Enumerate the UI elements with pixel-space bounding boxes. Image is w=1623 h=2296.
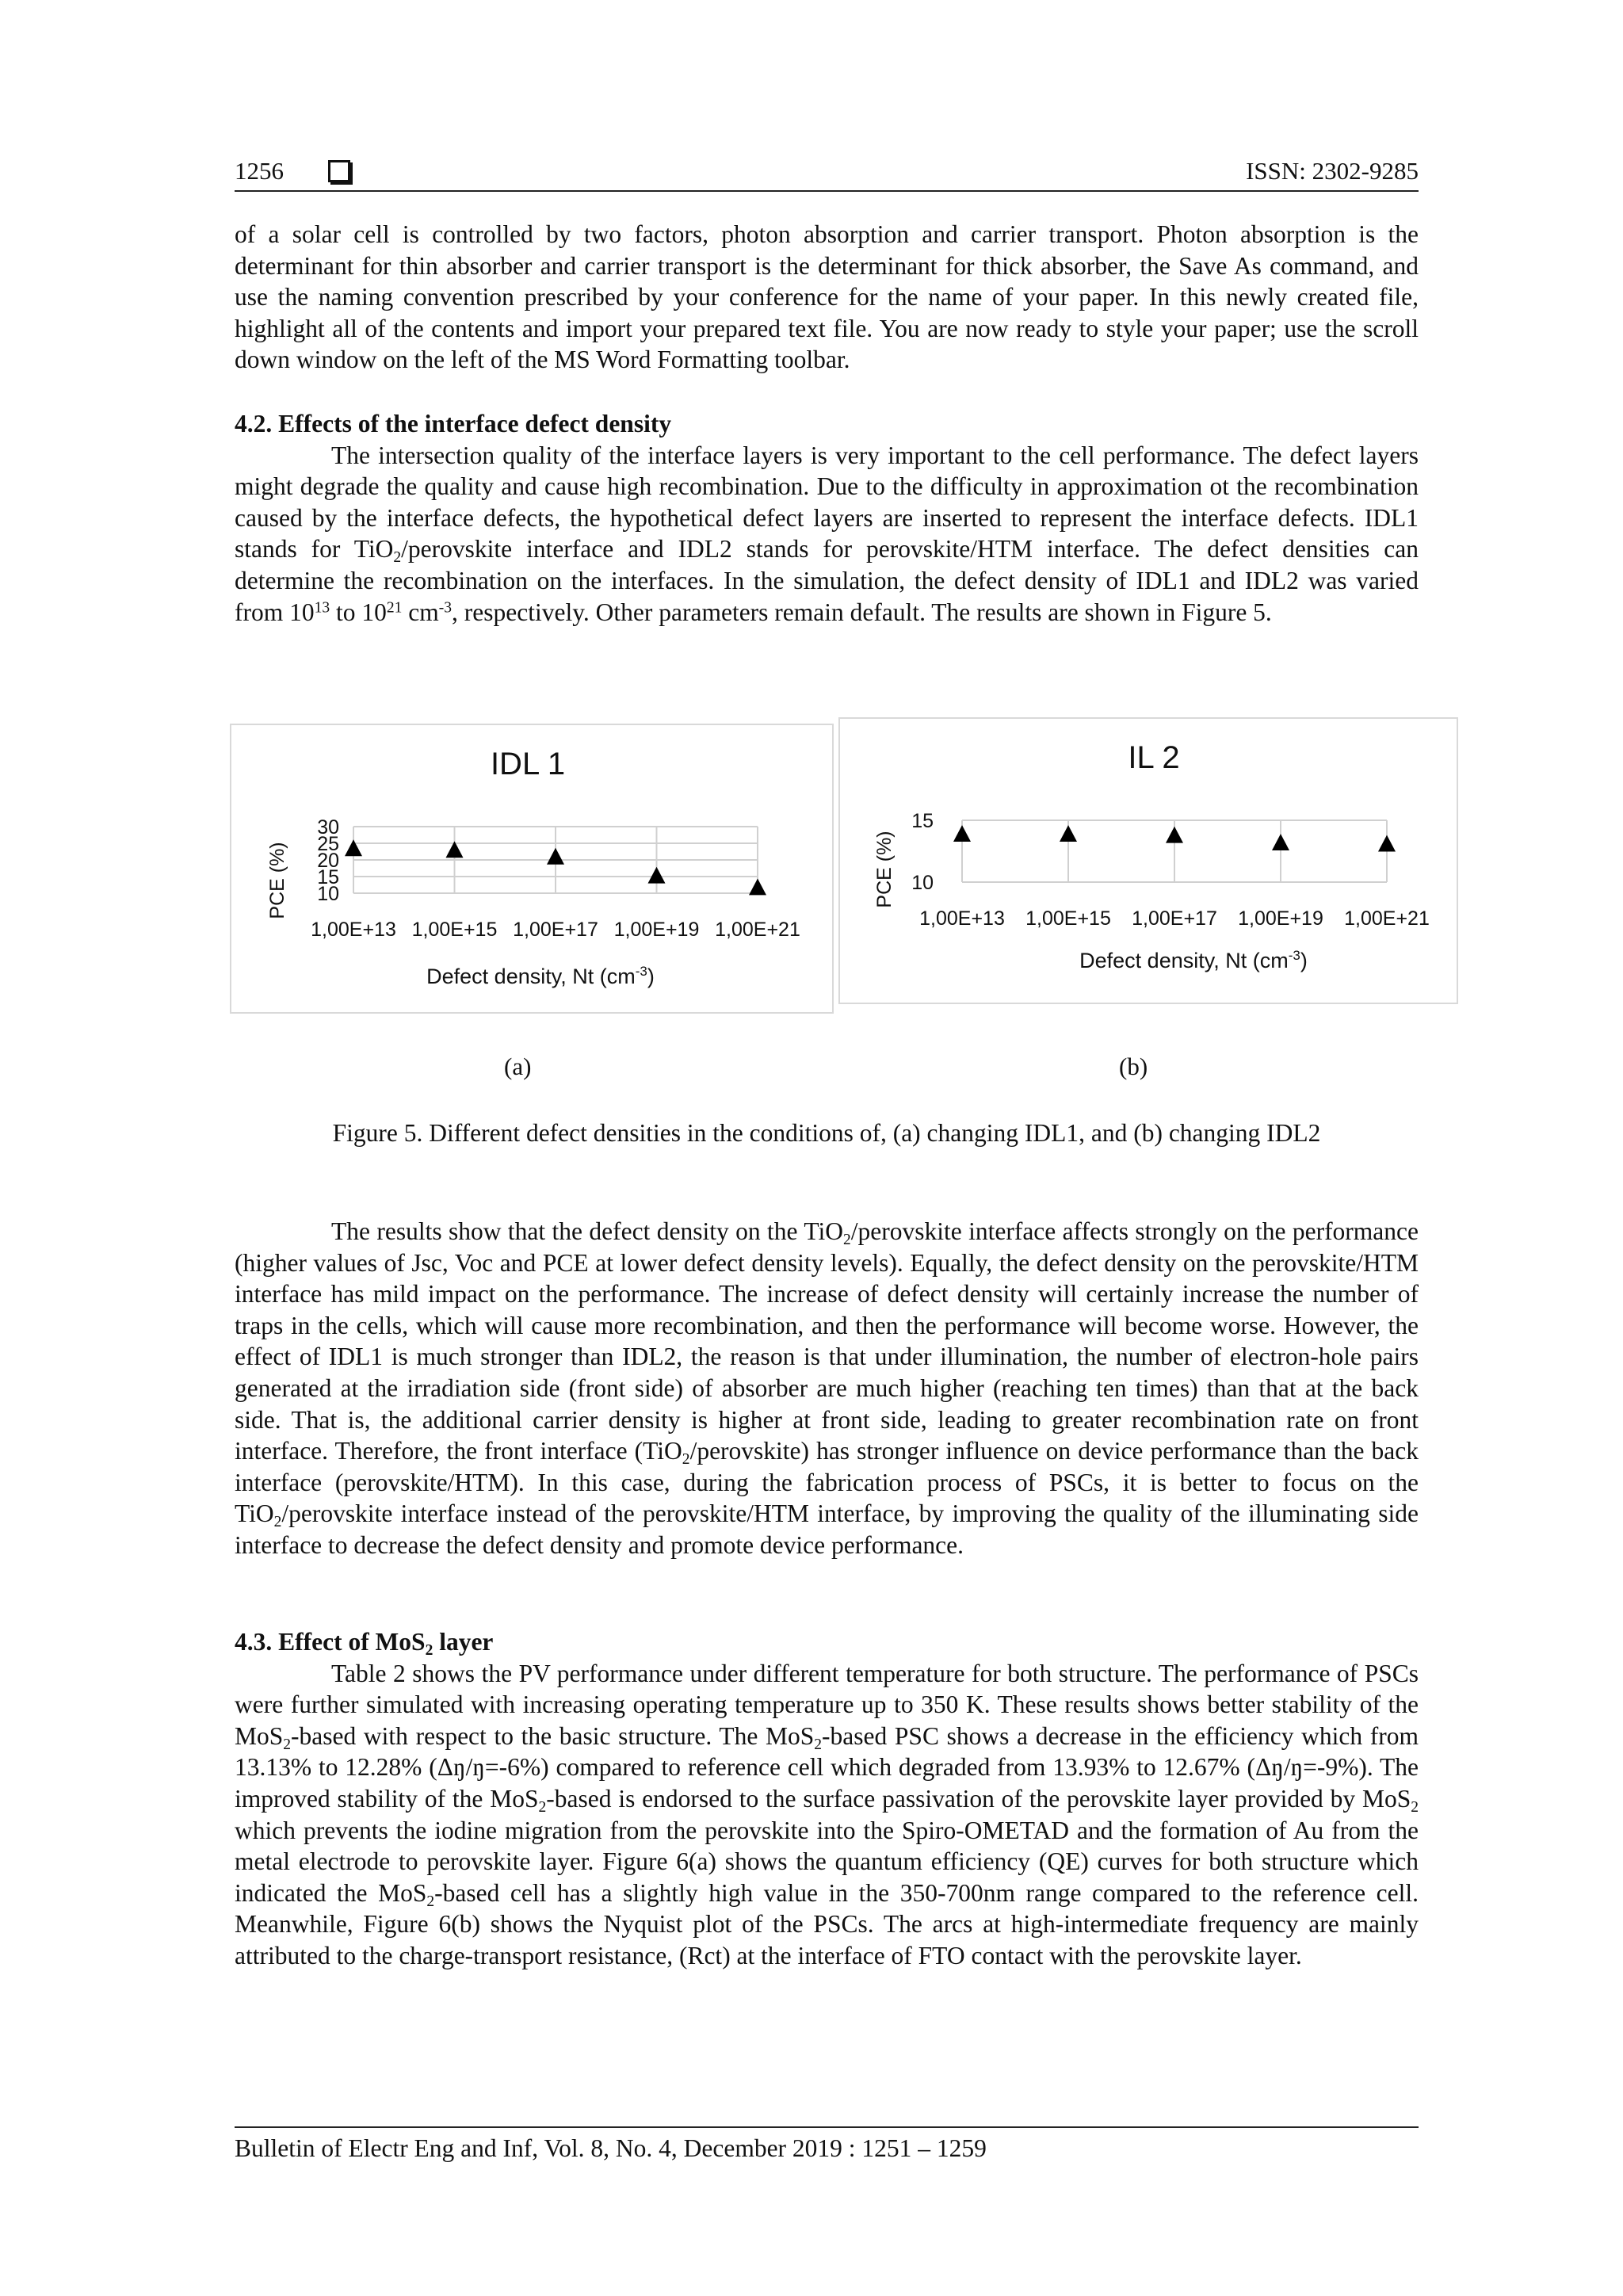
x-tick-label: 1,00E+13	[919, 907, 1005, 930]
page-number: 1256	[235, 157, 284, 185]
section-heading: 4.2. Effects of the interface defect density	[235, 410, 672, 437]
x-tick-label: 1,00E+17	[1132, 907, 1217, 930]
chart-idl1-svg	[231, 725, 832, 1012]
section-4-2-paragraph: The intersection quality of the interface layers is very important to the cell performance. The defect layers might degrade the quality and cause high recombination. Due to the difficulty in approximation ot the recombination caused by the interface defects, the hypothetical defect layers are inserted to represent the interface defects. IDL1 stands for TiO$_2$/perovskite interface and IDL2 stands for perovskite/HTM interface. The defect densities can determine the recombination on the interfaces. In the simulation, the defect density of IDL1 and IDL2 was varied from $10^{13}$ to $10^{21}$ $cm^{-3}$, respectively. Other parameters remain default. The results are shown in Figure 5.	[235, 441, 1419, 626]
x-tick-label: 1,00E+17	[513, 919, 598, 941]
data-point-triangle	[547, 848, 564, 865]
y-tick-label: 20	[317, 850, 339, 872]
section-4-3	[235, 1626, 1419, 1972]
y-tick-label: 25	[317, 833, 339, 855]
y-axis-label: PCE (%)	[873, 831, 896, 908]
x-tick-label: 1,00E+19	[1238, 907, 1323, 930]
chart-title: IL 2	[1128, 740, 1180, 775]
page-footer	[235, 2126, 1419, 2164]
x-axis-label: Defect density, Nt $(cm^{-3})$	[426, 964, 655, 988]
chart-idl1	[230, 724, 834, 1014]
results-paragraph: The results show that the defect density on the TiO$_2$/perovskite interface affects strongly on the performance (higher values of Jsc, Voc and PCE at lower defect density levels). Equally, the defect density on the perovskite/HTM interface has mild impact on the performance. The increase of defect density will certainly increase the number of traps in the cells, which will cause more recombination, and then the performance will become worse. However, the effect of IDL1 is much stronger than IDL2, the reason is that under illumination, the number of electron-hole pairs generated at the irradiation side (front side) of absorber are much higher (reaching ten times) than that at the back side. That is, the additional carrier density is higher at front side, leading to greater recombination rate on front interface. Therefore, the front interface (TiO$_2$/perovskite) has stronger influence on device performance than the back interface (perovskite/HTM). In this case, during the fabrication process of PSCs, it is better to focus on the TiO$_2$/perovskite interface instead of the perovskite/HTM interface, by improving the quality of the illuminating side interface to decrease the defect density and promote device performance.	[235, 1217, 1419, 1559]
checkbox-square-icon	[328, 160, 350, 182]
x-tick-label: 1,00E+15	[1025, 907, 1111, 930]
footer-citation: Bulletin of Electr Eng and Inf, Vol. 8, No. 4, December 2019 : 1251 – 1259	[235, 2134, 987, 2162]
data-point-triangle	[345, 839, 362, 856]
x-tick-label: 1,00E+15	[411, 919, 498, 941]
intro-block	[235, 219, 1419, 376]
figure-caption: Figure 5. Different defect densities in the conditions of, (a) changing IDL1, and (b) changing IDL2	[332, 1119, 1321, 1147]
data-point-triangle	[1272, 834, 1289, 850]
y-axis-label: PCE (%)	[266, 842, 288, 919]
x-axis-label: Defect density, Nt $(cm^{-3})$	[1079, 948, 1308, 972]
chart-idl2	[838, 717, 1458, 1004]
data-point-triangle	[953, 825, 971, 842]
x-tick-label: 1,00E+19	[613, 919, 700, 941]
data-point-triangle	[749, 878, 766, 895]
issn: ISSN: 2302-9285	[1246, 157, 1419, 185]
data-point-triangle	[1166, 827, 1183, 843]
y-tick-label: 10	[911, 872, 934, 894]
subfigure-label-b: (b)	[1119, 1052, 1148, 1080]
section-4-3-paragraph: Table 2 shows the PV performance under different temperature for both structure. The performance of PSCs were further simulated with increasing operating temperature up to 350 K. These results shows better stability of the MoS$_2$-based with respect to the basic structure. The MoS$_2$-based PSC shows a decrease in the efficiency which from 13.13% to 12.28% (Δŋ/ŋ=-6%) compared to reference cell which degraded from 13.93% to 12.67% (Δŋ/ŋ=-9%). The improved stability of the MoS$_2$-based is endorsed to the surface passivation of the perovskite layer provided by MoS$_2$ which prevents the iodine migration from the perovskite into the Spiro-OMETAD and the formation of Au from the metal electrode to perovskite layer. Figure 6(a) shows the quantum efficiency (QE) curves for both structure which indicated the MoS$_2$-based cell has a slightly high value in the 350-700nm range compared to the reference cell. Meanwhile, Figure 6(b) shows the Nyquist plot of the PSCs. The arcs at high-intermediate frequency are mainly attributed to the charge-transport resistance, (Rct) at the interface of FTO contact with the perovskite layer.	[235, 1659, 1419, 1969]
data-point-triangle	[648, 867, 666, 884]
x-tick-label: 1,00E+21	[1344, 907, 1430, 930]
x-tick-label: 1,00E+21	[715, 919, 800, 941]
y-tick-label: 15	[317, 866, 339, 888]
figure-5	[230, 717, 1472, 1034]
y-tick-label: 15	[911, 810, 934, 832]
y-tick-label: 30	[317, 816, 339, 839]
x-tick-label: 1,00E+13	[311, 919, 396, 941]
chart-title: IDL 1	[490, 747, 566, 781]
intro-paragraph: of a solar cell is controlled by two factors, photon absorption and carrier transport. Photon absorption is the determinant for thin absorber and carrier transport is the determinant for thick absorber, the Save As command, and use the naming convention prescribed by your conference for the name of your paper. In this newly created file, highlight all of the contents and import your prepared text file. You are now ready to style your paper; use the scroll down window on the left of the MS Word Formatting toolbar.	[235, 220, 1419, 374]
section-4-2	[235, 408, 1419, 628]
data-point-triangle	[1060, 825, 1077, 842]
data-point-triangle	[1378, 835, 1396, 852]
y-tick-label: 10	[317, 883, 339, 905]
subfigure-label-a: (a)	[504, 1052, 532, 1080]
page-header	[235, 155, 1419, 192]
section-heading: 4.3. Effect of MoS$_2$ layer	[235, 1628, 494, 1659]
chart-idl2-svg	[840, 719, 1457, 1003]
results-block	[235, 1216, 1419, 1561]
